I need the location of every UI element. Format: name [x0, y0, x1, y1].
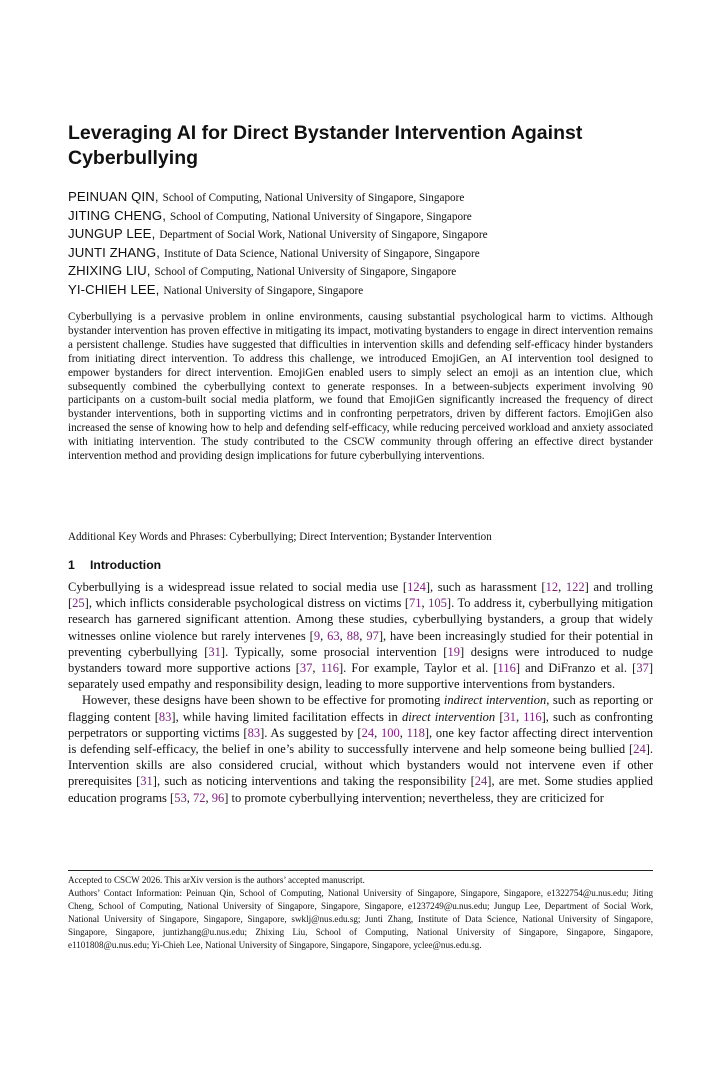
- footnotes: [68, 874, 653, 952]
- body-text-run: ], which inflicts considerable psychological distress on victims [: [84, 596, 409, 611]
- body-text: [68, 579, 653, 806]
- section-title: Introduction: [90, 558, 162, 572]
- citation-link[interactable]: 24: [474, 774, 488, 789]
- citation-link[interactable]: 118: [406, 725, 425, 740]
- citation-link[interactable]: 122: [565, 580, 585, 594]
- body-text-run: ,: [558, 580, 566, 594]
- body-text-run: Cyberbullying is a widespread issue related to social media use [: [68, 580, 408, 594]
- body-text-run: ,: [186, 790, 193, 805]
- author-affiliation: Department of Social Work, National University of Singapore, Singapore: [159, 229, 488, 242]
- body-text-run: ], such as harassment [: [425, 580, 546, 594]
- section-heading: [68, 557, 161, 573]
- body-paragraph: [68, 579, 653, 692]
- citation-link[interactable]: 83: [158, 709, 172, 724]
- body-text-run: ]. Typically, some prosocial intervention [: [220, 644, 448, 659]
- author-name: ZHIXING LIU,: [68, 263, 151, 279]
- citation-link[interactable]: 83: [247, 725, 261, 740]
- emphasized-term: indirect intervention: [443, 693, 547, 708]
- citation-link[interactable]: 97: [366, 628, 379, 643]
- body-text-run: ], while having limited facilitation effects in: [171, 709, 402, 724]
- contact-information: Authors’ Contact Information: Peinuan Qin, School of Computing, National University of Singapore, Singapore, Singapore, e1322754@u.nus.edu; Jiting Cheng, School of Computing, National University of Singapore, Singapore, Singapore, e1237249@u.nus.edu; Jungup Lee, Department of Social Work, National University of Singapore, Singapore, Singapore, swklj@nus.edu.sg; Junti Zhang, Institute of Data Science, National University of Singapore, Singapore, Singapore, juntizhang@u.nus.edu; Zhixing Liu, School of Computing, National University of Singapore, Singapore, Singapore, e1101808@u.nus.edu; Yi-Chieh Lee, National University of Singapore, Singapore, Singapore, yclee@nus.edu.sg.: [68, 888, 653, 950]
- body-text-run: ] and DiFranzo et al. [: [515, 661, 637, 676]
- author-name: JITING CHENG,: [68, 207, 167, 223]
- body-text-run: ,: [205, 790, 212, 805]
- section-number: 1: [68, 558, 75, 572]
- citation-link[interactable]: 124: [407, 580, 426, 594]
- footnote-divider: [68, 870, 653, 871]
- emphasized-term: direct intervention: [401, 709, 496, 724]
- citation-link[interactable]: 116: [320, 661, 339, 676]
- citation-link[interactable]: 100: [380, 725, 400, 740]
- body-text-run: ,: [421, 596, 429, 611]
- body-text-run: ,: [320, 628, 328, 643]
- author-affiliation: School of Computing, National University of Singapore, Singapore: [154, 266, 457, 279]
- body-text-run: , such as reporting or flagging content [: [68, 693, 653, 724]
- citation-link[interactable]: 63: [327, 628, 340, 643]
- body-text-run: ]. As suggested by [: [260, 725, 362, 740]
- author-name: JUNGUP LEE,: [68, 226, 156, 242]
- author-list: [68, 188, 653, 300]
- body-text-run: ] to promote cyberbullying intervention; nevertheless, they are criticized for: [224, 790, 604, 805]
- body-paragraph: [68, 692, 653, 805]
- author-affiliation: School of Computing, National University of Singapore, Singapore: [170, 210, 472, 223]
- body-text-run: ], such as noticing interventions and taking the responsibility [: [152, 774, 475, 789]
- body-text-run: [: [495, 709, 504, 724]
- body-text-run: However, these designs have been shown to be effective for promoting: [82, 693, 444, 708]
- body-text-run: ], are met. Some studies applied education programs [: [68, 774, 654, 805]
- body-text-run: ], one key factor affecting direct intervention is defending self-efficacy, the belief in one’s ability to successfully intervene and help someone being bullied [: [68, 725, 654, 757]
- citation-link[interactable]: 88: [346, 628, 360, 643]
- body-text-run: ], such as confronting perpetrators or supporting victims [: [68, 709, 653, 740]
- author-line: [68, 281, 653, 300]
- citation-link[interactable]: 31: [208, 644, 221, 659]
- citation-link[interactable]: 116: [523, 709, 542, 724]
- citation-link[interactable]: 96: [211, 790, 225, 805]
- body-text-run: ] separately used empathy and responsibility design, leading to more supportive interventions from bystanders.: [68, 661, 653, 692]
- author-affiliation: School of Computing, National University of Singapore, Singapore: [162, 192, 465, 204]
- citation-link[interactable]: 72: [192, 790, 206, 805]
- citation-link[interactable]: 53: [174, 790, 187, 805]
- citation-link[interactable]: 25: [72, 596, 85, 611]
- citation-link[interactable]: 71: [409, 596, 422, 611]
- citation-link[interactable]: 24: [633, 742, 646, 757]
- body-text-run: ,: [516, 709, 524, 724]
- author-name: PEINUAN QIN,: [68, 189, 159, 204]
- author-affiliation: National University of Singapore, Singapore: [163, 284, 364, 297]
- body-text-run: ] designs were introduced to nudge bystanders toward more supportive actions [: [68, 644, 653, 676]
- citation-link[interactable]: 9: [313, 628, 321, 643]
- acceptance-note: Accepted to CSCW 2026. This arXiv version is the authors’ accepted manuscript.: [68, 875, 365, 885]
- body-text-run: ]. To address it, cyberbullying mitigation research has garnered significant attention. Among these studies, cyberbullying bystanders, a group that widely witnesses online violence but rarely intervenes [: [68, 596, 653, 643]
- citation-link[interactable]: 24: [361, 725, 375, 740]
- author-line: [68, 207, 653, 226]
- citation-link[interactable]: 37: [299, 661, 313, 676]
- body-text-run: ]. For example, Taylor et al. [: [339, 661, 498, 676]
- body-text-run: ,: [339, 628, 347, 643]
- abstract: Cyberbullying is a pervasive problem in online environments, causing substantial psychological harm to victims. Although bystander intervention has proven effective in mitigating its impact, motivating bystanders to engage in direct intervention remains a persistent challenge. Studies have suggested that difficulties in intervention skills and defending self-efficacy hinder bystanders from initiating direct intervention. To address this challenge, we introduced EmojiGen, an AI intervention tool designed to empower bystanders for direct intervention. EmojiGen enabled users to simply select an emoji as an intention clue, which subsequently combined the cyberbullying context to generate responses. In a between-subjects experiment involving 90 participants on a custom-built social media platform, we found that EmojiGen significantly increased the frequency of direct bystander interventions, both in supporting victims and in confronting perpetrators, driven by different factors. EmojiGen also increased the sense of knowing how to help and defending self-efficacy, while reducing perceived workload and anxiety associated with initiating intervention. The study contributed to the CSCW community through offering an effective direct bystander intervention method and providing design implications for future cyberbullying interventions.: [68, 311, 653, 463]
- body-text-run: ] and trolling [: [68, 580, 654, 611]
- author-line: [68, 225, 653, 244]
- body-text-run: ,: [399, 725, 407, 740]
- keywords: Additional Key Words and Phrases: Cyberbullying; Direct Intervention; Bystander Intervention: [68, 531, 492, 543]
- paper-title: Leveraging AI for Direct Bystander Intervention Against Cyberbullying: [68, 122, 583, 169]
- body-text-run: ,: [374, 725, 381, 740]
- citation-link[interactable]: 105: [428, 596, 447, 611]
- citation-link[interactable]: 31: [140, 774, 153, 789]
- citation-link[interactable]: 12: [545, 580, 559, 594]
- body-text-run: ]. Intervention skills are also considered crucial, without which bystanders would not intervene even if other prerequisites [: [68, 742, 653, 789]
- author-name: JUNTI ZHANG,: [68, 244, 161, 260]
- author-line: [68, 262, 653, 281]
- author-name: YI-CHIEH LEE,: [68, 281, 160, 297]
- body-text-run: ,: [359, 628, 367, 643]
- author-line: [68, 188, 653, 207]
- citation-link[interactable]: 31: [503, 709, 517, 724]
- body-text-run: ], have been increasingly studied for their potential in preventing cyberbullying [: [68, 628, 654, 659]
- body-text-run: ,: [312, 661, 321, 676]
- citation-link[interactable]: 37: [636, 661, 649, 676]
- citation-link[interactable]: 116: [497, 661, 516, 676]
- author-affiliation: Institute of Data Science, National University of Singapore, Singapore: [164, 247, 480, 260]
- author-line: [68, 244, 653, 263]
- citation-link[interactable]: 19: [447, 644, 460, 659]
